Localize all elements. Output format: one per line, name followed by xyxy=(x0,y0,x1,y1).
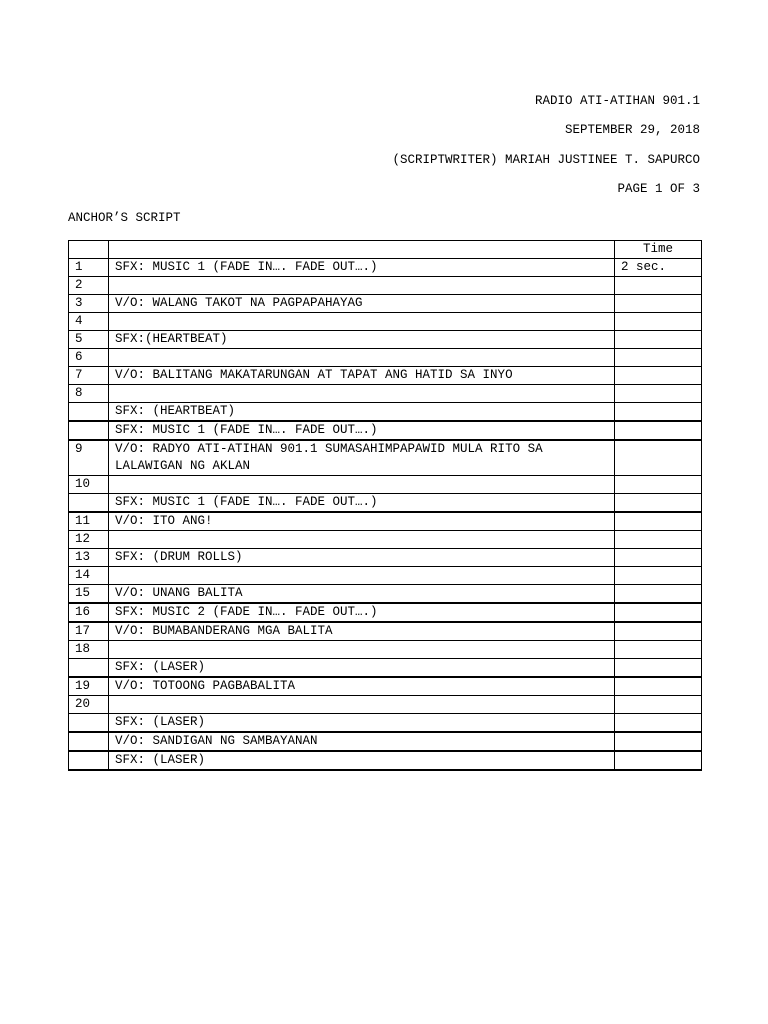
page-number: PAGE 1 OF 3 xyxy=(617,182,700,196)
row-text: V/O: RADYO ATI-ATIHAN 901.1 SUMASAHIMPAPAWID MULA RITO SA LALAWIGAN NG AKLAN xyxy=(109,441,615,476)
row-number xyxy=(69,770,109,771)
table-row xyxy=(69,313,702,331)
row-number xyxy=(69,403,109,421)
row-time xyxy=(615,585,702,603)
anchor-script-table xyxy=(68,240,702,771)
row-text: V/O: SANDIGAN NG SAMBAYANAN xyxy=(109,733,615,751)
row-number: 19 xyxy=(69,678,109,696)
station-name: RADIO ATI-ATIHAN 901.1 xyxy=(534,94,700,108)
row-time xyxy=(615,752,702,770)
row-text xyxy=(109,531,615,549)
row-number: 5 xyxy=(69,331,109,349)
row-number: 12 xyxy=(69,531,109,549)
row-text xyxy=(109,476,615,494)
row-time xyxy=(615,494,702,512)
row-number xyxy=(69,494,109,512)
row-number: 10 xyxy=(69,476,109,494)
row-time xyxy=(615,604,702,622)
table-row xyxy=(69,295,702,313)
row-time: 2 sec. xyxy=(615,259,702,277)
table-row xyxy=(69,385,702,403)
row-text: SFX: MUSIC 2 (FADE IN…. FADE OUT….) xyxy=(109,604,615,622)
script-date: SEPTEMBER 29, 2018 xyxy=(564,123,700,137)
row-text: SFX: MUSIC 1 (FADE IN…. FADE OUT….) xyxy=(109,494,615,512)
row-time xyxy=(615,623,702,641)
row-time xyxy=(615,367,702,385)
row-text: SFX: (LASER) xyxy=(109,752,615,770)
table-row xyxy=(69,259,702,277)
row-text: V/O: BUMABANDERANG MGA BALITA xyxy=(109,623,615,641)
row-number xyxy=(69,752,109,770)
row-time xyxy=(615,349,702,367)
row-time xyxy=(615,567,702,585)
row-text xyxy=(109,277,615,295)
table-row xyxy=(69,349,702,367)
row-number: 8 xyxy=(69,385,109,403)
table-row xyxy=(69,441,702,476)
row-time xyxy=(615,770,702,771)
row-number: 18 xyxy=(69,641,109,659)
row-text xyxy=(109,313,615,331)
row-number: 6 xyxy=(69,349,109,367)
row-time xyxy=(615,549,702,567)
row-time xyxy=(615,659,702,677)
row-text: SFX: (HEARTBEAT) xyxy=(109,403,615,421)
row-text: SFX: (LASER) xyxy=(109,714,615,732)
row-text xyxy=(109,641,615,659)
row-text: V/O: WALANG TAKOT NA PAGPAPAHAYAG xyxy=(109,295,615,313)
row-number: 16 xyxy=(69,604,109,622)
table-row xyxy=(69,367,702,385)
row-number xyxy=(69,714,109,732)
table-row xyxy=(69,494,702,512)
row-text: SFX: (LASER) xyxy=(109,659,615,677)
row-number: 3 xyxy=(69,295,109,313)
row-text xyxy=(109,567,615,585)
row-time xyxy=(615,714,702,732)
row-number xyxy=(69,659,109,677)
row-time xyxy=(615,331,702,349)
row-time xyxy=(615,403,702,421)
table-row xyxy=(69,549,702,567)
table-row xyxy=(69,331,702,349)
row-number: 1 xyxy=(69,259,109,277)
table-row xyxy=(69,531,702,549)
table-row xyxy=(69,678,702,696)
row-time xyxy=(615,422,702,440)
row-time xyxy=(615,733,702,751)
row-time xyxy=(615,531,702,549)
table-row xyxy=(69,733,702,751)
row-text: V/O: TOTOONG PAGBABALITA xyxy=(109,678,615,696)
table-row xyxy=(69,752,702,770)
row-number: 15 xyxy=(69,585,109,603)
row-number: 11 xyxy=(69,513,109,531)
row-number: 9 xyxy=(69,441,109,476)
row-number: 4 xyxy=(69,313,109,331)
table-row xyxy=(69,770,702,771)
header-number-cell xyxy=(69,241,109,259)
row-number xyxy=(69,733,109,751)
row-text xyxy=(109,770,615,771)
row-time xyxy=(615,385,702,403)
table-row xyxy=(69,623,702,641)
row-number: 14 xyxy=(69,567,109,585)
row-text: V/O: BALITANG MAKATARUNGAN AT TAPAT ANG HATID SA INYO xyxy=(109,367,615,385)
table-row xyxy=(69,604,702,622)
row-time xyxy=(615,441,702,476)
row-time xyxy=(615,513,702,531)
table-row xyxy=(69,476,702,494)
header-time-cell: Time xyxy=(615,241,702,259)
table-row xyxy=(69,696,702,714)
row-number xyxy=(69,422,109,440)
row-text: SFX:(HEARTBEAT) xyxy=(109,331,615,349)
row-number: 20 xyxy=(69,696,109,714)
row-time xyxy=(615,476,702,494)
table-row xyxy=(69,513,702,531)
script-label: ANCHOR’S SCRIPT xyxy=(68,211,181,225)
table-header-row xyxy=(69,241,702,259)
row-text xyxy=(109,349,615,367)
table-row xyxy=(69,585,702,603)
row-time xyxy=(615,313,702,331)
row-number: 2 xyxy=(69,277,109,295)
table-row xyxy=(69,714,702,732)
row-text xyxy=(109,696,615,714)
row-time xyxy=(615,295,702,313)
row-text xyxy=(109,385,615,403)
row-text: SFX: MUSIC 1 (FADE IN…. FADE OUT….) xyxy=(109,422,615,440)
row-number: 17 xyxy=(69,623,109,641)
table-row xyxy=(69,641,702,659)
row-text: SFX: (DRUM ROLLS) xyxy=(109,549,615,567)
row-number: 13 xyxy=(69,549,109,567)
row-text: SFX: MUSIC 1 (FADE IN…. FADE OUT….) xyxy=(109,259,615,277)
row-time xyxy=(615,641,702,659)
header-text-cell xyxy=(109,241,615,259)
row-time xyxy=(615,277,702,295)
table-row xyxy=(69,567,702,585)
row-text: V/O: ITO ANG! xyxy=(109,513,615,531)
table-row xyxy=(69,403,702,421)
table-row xyxy=(69,659,702,677)
row-time xyxy=(615,696,702,714)
table-row xyxy=(69,277,702,295)
row-number: 7 xyxy=(69,367,109,385)
row-time xyxy=(615,678,702,696)
scriptwriter-name: (SCRIPTWRITER) MARIAH JUSTINEE T. SAPURCO xyxy=(392,153,700,167)
table-row xyxy=(69,422,702,440)
row-text: V/O: UNANG BALITA xyxy=(109,585,615,603)
